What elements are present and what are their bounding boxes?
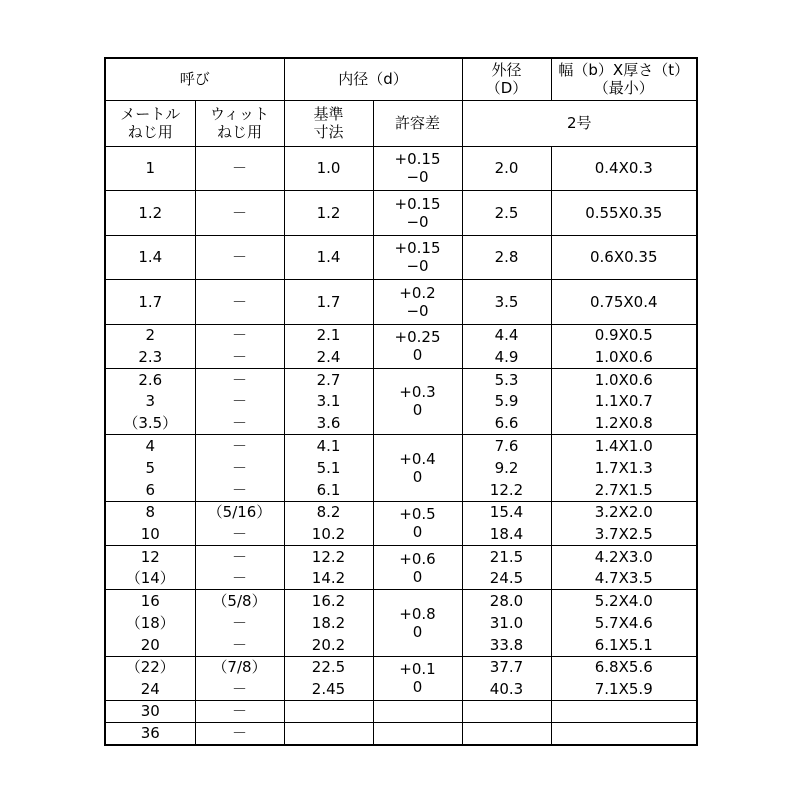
cell-whitworth-size: － — [195, 634, 284, 656]
cell-tolerance: +0.15 −0 — [373, 146, 462, 191]
cell-outer-diameter: 2.8 — [462, 235, 551, 280]
cell-outer-diameter: 37.7 — [462, 656, 551, 678]
cell-width-thickness: 2.7X1.5 — [551, 479, 697, 501]
cell-metric-size: 5 — [105, 457, 195, 479]
cell-inner-diameter: 4.1 — [284, 435, 373, 457]
cell-inner-diameter: 10.2 — [284, 523, 373, 545]
cell-whitworth-size: － — [195, 191, 284, 236]
table-row — [105, 368, 697, 390]
cell-whitworth-size: － — [195, 457, 284, 479]
cell-width-thickness: 4.2X3.0 — [551, 545, 697, 567]
cell-width-thickness: 0.55X0.35 — [551, 191, 697, 236]
cell-inner-diameter — [284, 723, 373, 745]
header-whitworth-thread: ウィット ねじ用 — [195, 100, 284, 146]
cell-metric-size: 1.2 — [105, 191, 195, 236]
cell-tolerance: +0.1 0 — [373, 656, 462, 700]
cell-width-thickness: 4.7X3.5 — [551, 568, 697, 590]
cell-tolerance: +0.3 0 — [373, 368, 462, 434]
cell-outer-diameter: 31.0 — [462, 612, 551, 634]
header-inner-diameter: 内径（d） — [284, 58, 462, 100]
cell-outer-diameter: 6.6 — [462, 413, 551, 435]
cell-inner-diameter: 14.2 — [284, 568, 373, 590]
cell-outer-diameter: 21.5 — [462, 545, 551, 567]
cell-whitworth-size: － — [195, 346, 284, 368]
header-standard-size: 基準 寸法 — [284, 100, 373, 146]
cell-width-thickness: 0.9X0.5 — [551, 324, 697, 346]
table-row — [105, 191, 697, 236]
cell-inner-diameter: 2.1 — [284, 324, 373, 346]
header-width-thickness: 幅（b）X厚さ（t） （最小） — [551, 58, 697, 100]
cell-metric-size: 10 — [105, 523, 195, 545]
cell-metric-size: 16 — [105, 590, 195, 612]
cell-inner-diameter: 2.4 — [284, 346, 373, 368]
cell-inner-diameter: 2.7 — [284, 368, 373, 390]
cell-width-thickness: 3.2X2.0 — [551, 501, 697, 523]
cell-width-thickness: 0.4X0.3 — [551, 146, 697, 191]
cell-whitworth-size: － — [195, 235, 284, 280]
table-row — [105, 700, 697, 722]
cell-inner-diameter: 16.2 — [284, 590, 373, 612]
cell-outer-diameter: 9.2 — [462, 457, 551, 479]
cell-outer-diameter: 40.3 — [462, 678, 551, 700]
cell-tolerance: +0.6 0 — [373, 545, 462, 589]
cell-inner-diameter: 6.1 — [284, 479, 373, 501]
cell-width-thickness: 7.1X5.9 — [551, 678, 697, 700]
cell-inner-diameter: 3.6 — [284, 413, 373, 435]
header-grade: 2号 — [462, 100, 697, 146]
cell-metric-size: 2.3 — [105, 346, 195, 368]
cell-inner-diameter: 1.7 — [284, 280, 373, 325]
cell-outer-diameter: 5.9 — [462, 390, 551, 412]
cell-whitworth-size: － — [195, 146, 284, 191]
table-row — [105, 146, 697, 191]
cell-outer-diameter: 24.5 — [462, 568, 551, 590]
cell-inner-diameter: 18.2 — [284, 612, 373, 634]
cell-metric-size: 3 — [105, 390, 195, 412]
cell-inner-diameter: 1.2 — [284, 191, 373, 236]
cell-outer-diameter: 2.5 — [462, 191, 551, 236]
cell-tolerance: +0.15 −0 — [373, 235, 462, 280]
cell-width-thickness: 1.4X1.0 — [551, 435, 697, 457]
cell-inner-diameter: 3.1 — [284, 390, 373, 412]
cell-outer-diameter: 12.2 — [462, 479, 551, 501]
cell-inner-diameter: 8.2 — [284, 501, 373, 523]
cell-width-thickness — [551, 700, 697, 722]
cell-outer-diameter: 4.4 — [462, 324, 551, 346]
cell-whitworth-size: － — [195, 568, 284, 590]
cell-whitworth-size: － — [195, 545, 284, 567]
cell-outer-diameter: 2.0 — [462, 146, 551, 191]
table-row — [105, 324, 697, 346]
cell-width-thickness: 5.2X4.0 — [551, 590, 697, 612]
cell-whitworth-size: － — [195, 523, 284, 545]
cell-inner-diameter: 2.45 — [284, 678, 373, 700]
table-row — [105, 590, 697, 612]
header-tolerance: 許容差 — [373, 100, 462, 146]
cell-whitworth-size: （7/8） — [195, 656, 284, 678]
cell-outer-diameter: 15.4 — [462, 501, 551, 523]
table-row — [105, 501, 697, 523]
cell-metric-size: 6 — [105, 479, 195, 501]
cell-metric-size: 4 — [105, 435, 195, 457]
table-row — [105, 723, 697, 745]
cell-metric-size: 1 — [105, 146, 195, 191]
cell-inner-diameter — [284, 700, 373, 722]
header-nominal: 呼び — [105, 58, 284, 100]
cell-inner-diameter: 22.5 — [284, 656, 373, 678]
cell-metric-size: 30 — [105, 700, 195, 722]
cell-tolerance: +0.4 0 — [373, 435, 462, 501]
cell-outer-diameter — [462, 700, 551, 722]
cell-whitworth-size: － — [195, 723, 284, 745]
cell-outer-diameter: 5.3 — [462, 368, 551, 390]
table-row — [105, 280, 697, 325]
cell-outer-diameter: 28.0 — [462, 590, 551, 612]
cell-tolerance: +0.2 −0 — [373, 280, 462, 325]
header-outer-diameter: 外径 （D） — [462, 58, 551, 100]
cell-whitworth-size: － — [195, 678, 284, 700]
cell-inner-diameter: 1.4 — [284, 235, 373, 280]
cell-metric-size: 8 — [105, 501, 195, 523]
cell-width-thickness: 6.8X5.6 — [551, 656, 697, 678]
cell-whitworth-size: － — [195, 368, 284, 390]
cell-metric-size: 1.4 — [105, 235, 195, 280]
cell-outer-diameter: 3.5 — [462, 280, 551, 325]
cell-width-thickness: 1.0X0.6 — [551, 346, 697, 368]
cell-tolerance: +0.5 0 — [373, 501, 462, 545]
cell-width-thickness: 5.7X4.6 — [551, 612, 697, 634]
cell-metric-size: （18） — [105, 612, 195, 634]
cell-metric-size: （14） — [105, 568, 195, 590]
cell-whitworth-size: （5/16） — [195, 501, 284, 523]
cell-whitworth-size: － — [195, 700, 284, 722]
cell-outer-diameter: 33.8 — [462, 634, 551, 656]
cell-metric-size: 20 — [105, 634, 195, 656]
cell-width-thickness: 0.75X0.4 — [551, 280, 697, 325]
cell-whitworth-size: － — [195, 435, 284, 457]
cell-whitworth-size: － — [195, 413, 284, 435]
cell-tolerance — [373, 723, 462, 745]
cell-tolerance: +0.8 0 — [373, 590, 462, 656]
cell-metric-size: 2.6 — [105, 368, 195, 390]
cell-width-thickness: 1.2X0.8 — [551, 413, 697, 435]
header-metric-thread: メートル ねじ用 — [105, 100, 195, 146]
cell-inner-diameter: 5.1 — [284, 457, 373, 479]
cell-width-thickness: 0.6X0.35 — [551, 235, 697, 280]
cell-metric-size: 12 — [105, 545, 195, 567]
cell-outer-diameter — [462, 723, 551, 745]
cell-tolerance: +0.25 0 — [373, 324, 462, 368]
cell-whitworth-size: － — [195, 390, 284, 412]
cell-width-thickness: 1.0X0.6 — [551, 368, 697, 390]
cell-whitworth-size: （5/8） — [195, 590, 284, 612]
table-row — [105, 656, 697, 678]
cell-inner-diameter: 1.0 — [284, 146, 373, 191]
cell-outer-diameter: 18.4 — [462, 523, 551, 545]
table-row — [105, 235, 697, 280]
cell-metric-size: （3.5） — [105, 413, 195, 435]
cell-metric-size: 36 — [105, 723, 195, 745]
cell-tolerance — [373, 700, 462, 722]
washer-dimension-table — [104, 57, 698, 746]
cell-width-thickness: 6.1X5.1 — [551, 634, 697, 656]
cell-outer-diameter: 4.9 — [462, 346, 551, 368]
cell-inner-diameter: 20.2 — [284, 634, 373, 656]
cell-whitworth-size: － — [195, 479, 284, 501]
cell-metric-size: （22） — [105, 656, 195, 678]
cell-tolerance: +0.15 −0 — [373, 191, 462, 236]
cell-outer-diameter: 7.6 — [462, 435, 551, 457]
cell-width-thickness: 1.1X0.7 — [551, 390, 697, 412]
cell-width-thickness — [551, 723, 697, 745]
cell-whitworth-size: － — [195, 280, 284, 325]
cell-whitworth-size: － — [195, 612, 284, 634]
cell-width-thickness: 3.7X2.5 — [551, 523, 697, 545]
cell-metric-size: 2 — [105, 324, 195, 346]
cell-metric-size: 24 — [105, 678, 195, 700]
table-row — [105, 545, 697, 567]
cell-width-thickness: 1.7X1.3 — [551, 457, 697, 479]
table-row — [105, 435, 697, 457]
cell-whitworth-size: － — [195, 324, 284, 346]
cell-inner-diameter: 12.2 — [284, 545, 373, 567]
cell-metric-size: 1.7 — [105, 280, 195, 325]
